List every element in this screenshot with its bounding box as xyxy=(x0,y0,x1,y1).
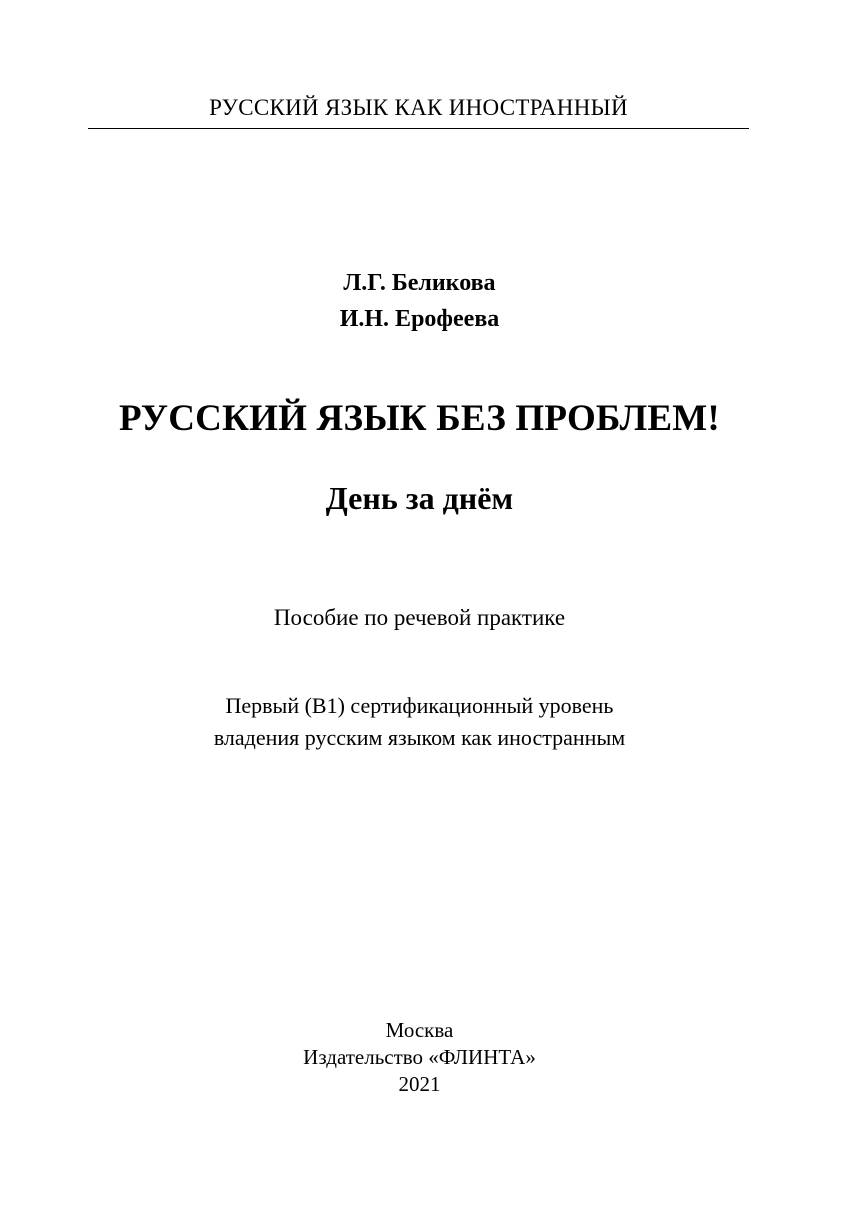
imprint-year: 2021 xyxy=(398,1072,441,1096)
level-description-line: владения русским языком как иностранным xyxy=(213,725,626,750)
book-title: РУССКИЙ ЯЗЫК БЕЗ ПРОБЛЕМ! xyxy=(119,398,720,439)
book-subtitle: День за днём xyxy=(325,480,514,516)
document-type: Пособие по речевой практике xyxy=(273,605,566,630)
series-heading: РУССКИЙ ЯЗЫК КАК ИНОСТРАННЫЙ xyxy=(209,95,628,120)
imprint-city: Москва xyxy=(385,1018,454,1042)
series-divider xyxy=(88,128,749,129)
author-name: И.Н. Ерофеева xyxy=(339,306,500,332)
imprint-publisher: Издательство «ФЛИНТА» xyxy=(303,1045,536,1069)
author-name: Л.Г. Беликова xyxy=(343,270,496,296)
level-description-line: Первый (B1) сертификационный уровень xyxy=(225,693,614,718)
